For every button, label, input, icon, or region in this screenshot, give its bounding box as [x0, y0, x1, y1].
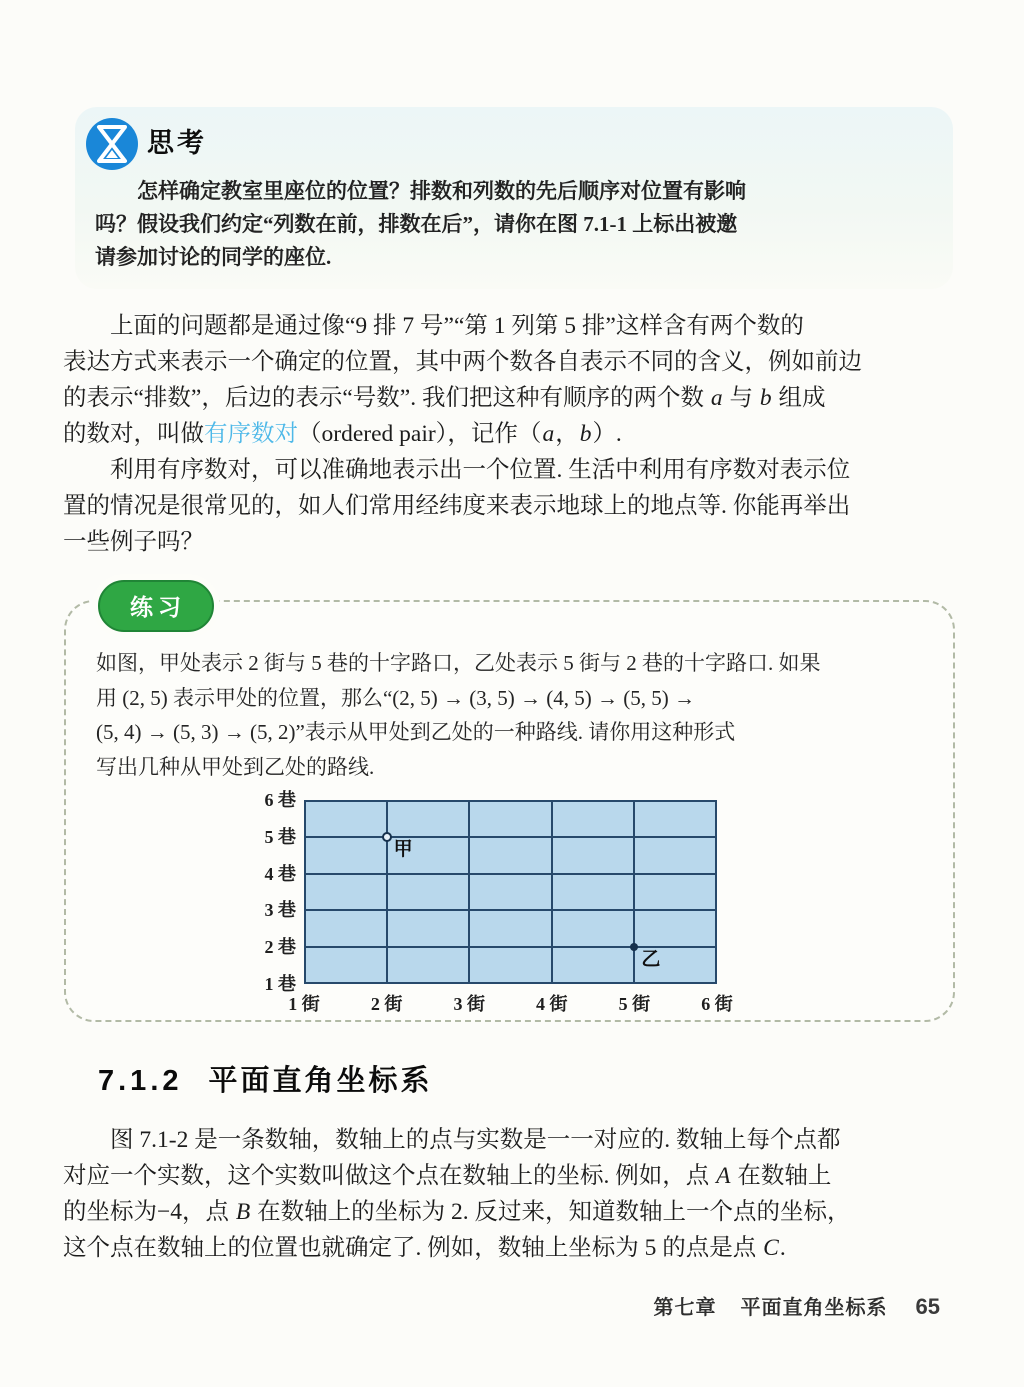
- street-label: 2 街: [370, 994, 403, 1014]
- section-heading: [98, 1058, 433, 1099]
- text-line: 对应一个实数，这个实数叫做这个点在数轴上的坐标. 例如，点 A 在数轴上: [63, 1163, 832, 1189]
- practice-box: [64, 594, 955, 1022]
- grid-line-vertical: [551, 800, 553, 984]
- grid-line-horizontal: [304, 836, 717, 838]
- text-line: (5, 4) → (5, 3) → (5, 2)”表示从甲处到乙处的一种路线. 请你用这种形式: [96, 720, 736, 744]
- street-label: 5 街: [618, 994, 651, 1014]
- page-footer: [654, 1291, 940, 1320]
- text-line: 用 (2, 5) 表示甲处的位置，那么“(2, 5) → (3, 5) → (4, 5) → (5, 5) →: [96, 685, 696, 710]
- text-line: 一些例子吗？: [63, 529, 204, 555]
- practice-text: [96, 646, 936, 784]
- think-box-text: [95, 175, 940, 274]
- grid-line-horizontal: [304, 946, 717, 948]
- text-line: 表达方式来表示一个确定的位置，其中两个数各自表示不同的含义，例如前边: [63, 349, 862, 375]
- footer-page-number: 65: [915, 1294, 940, 1319]
- section-title: 平面直角坐标系: [208, 1065, 433, 1097]
- paragraph-ordered-pair: [63, 308, 963, 452]
- text-line: 上面的问题都是通过像“9 排 7 号”“第 1 列第 5 排”这样含有两个数的: [110, 313, 804, 339]
- section-number: 7.1.2: [98, 1065, 183, 1097]
- text-line: 如图，甲处表示 2 街与 5 巷的十字路口，乙处表示 5 街与 2 巷的十字路口. 如果: [96, 651, 821, 675]
- point-marker-甲: [382, 832, 392, 842]
- street-label: 3 街: [453, 994, 485, 1014]
- paragraph-number-line: [63, 1122, 963, 1266]
- grid-line-vertical: [386, 800, 388, 984]
- footer-chapter: 第七章: [653, 1297, 717, 1319]
- street-label: 1 街: [288, 994, 320, 1014]
- paragraph-usage: [63, 452, 963, 560]
- text-line: 的数对，叫做有序数对（ordered pair），记作（a，b）.: [63, 421, 622, 447]
- lane-label: 2 巷: [264, 937, 296, 958]
- think-box: [75, 107, 953, 289]
- text-line: 的坐标为−4，点 B 在数轴上的坐标为 2. 反过来，知道数轴上一个点的坐标，: [63, 1199, 851, 1225]
- text-line: 怎样确定教室里座位的位置？排数和列数的先后顺序对位置有影响: [137, 179, 746, 203]
- grid-line-horizontal: [304, 909, 717, 911]
- grid-line-vertical: [633, 800, 635, 984]
- text-line: 置的情况是很常见的，如人们常用经纬度来表示地球上的地点等. 你能再举出: [63, 493, 851, 519]
- grid-line-vertical: [468, 800, 470, 984]
- think-box-title: 思考: [147, 128, 207, 158]
- lane-label: 1 巷: [264, 974, 296, 994]
- lane-label: 4 巷: [264, 863, 296, 884]
- street-label: 6 街: [701, 994, 733, 1014]
- text-line: 这个点在数轴上的位置也就确定了. 例如，数轴上坐标为 5 的点是点 C.: [63, 1235, 786, 1261]
- text-line: 的表示“排数”，后边的表示“号数”. 我们把这种有顺序的两个数 a 与 b 组成: [63, 385, 826, 411]
- street-label: 4 街: [536, 994, 568, 1014]
- text-line: 写出几种从甲处到乙处的路线.: [96, 754, 375, 779]
- text-line: 吗？假设我们约定“列数在前，排数在后”，请你在图 7.1-1 上标出被邀: [95, 212, 738, 236]
- grid-line-horizontal: [304, 873, 717, 875]
- point-label-乙: 乙: [641, 949, 661, 971]
- street-grid-figure: [236, 784, 816, 1020]
- practice-label: 练习: [98, 580, 214, 632]
- text-line: 利用有序数对，可以准确地表示出一个位置. 生活中利用有序数对表示位: [110, 457, 851, 483]
- point-label-甲: 甲: [393, 838, 413, 860]
- footer-section-title: 平面直角坐标系: [740, 1297, 888, 1319]
- lane-label: 3 巷: [264, 900, 296, 921]
- text-line: 请参加讨论的同学的座位.: [95, 245, 332, 269]
- lane-label: 5 巷: [264, 826, 296, 847]
- text-line: 图 7.1-2 是一条数轴，数轴上的点与实数是一一对应的. 数轴上每个点都: [110, 1127, 841, 1153]
- hourglass-icon: [85, 117, 139, 171]
- lane-label: 6 巷: [264, 790, 296, 810]
